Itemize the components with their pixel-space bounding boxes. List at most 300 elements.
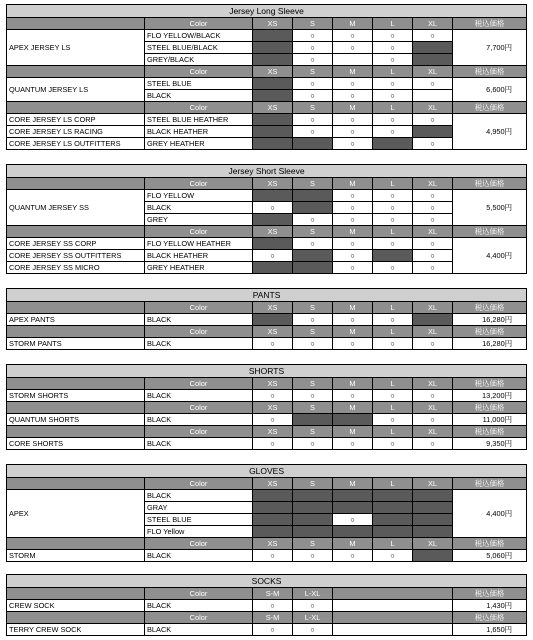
section-title-row — [7, 575, 527, 588]
header-size-sm: S-M — [253, 612, 293, 624]
header-size: XS — [253, 178, 293, 190]
header-blank — [7, 612, 145, 624]
header-size: M — [333, 326, 373, 338]
unavailable-cell — [293, 490, 333, 502]
header-size: L — [373, 66, 413, 78]
header-size: S — [293, 426, 333, 438]
header-blank — [7, 178, 145, 190]
color-cell: BLACK — [145, 550, 253, 562]
color-cell: GREY — [145, 214, 253, 226]
unavailable-cell — [373, 526, 413, 538]
product-name: CORE JERSEY SS MICRO — [7, 262, 145, 274]
header-size: XL — [413, 102, 453, 114]
color-cell: GREY HEATHER — [145, 138, 253, 150]
product-row — [7, 126, 527, 138]
unavailable-cell — [253, 262, 293, 274]
column-header-row — [7, 538, 527, 550]
header-size: XS — [253, 302, 293, 314]
unavailable-cell — [253, 138, 293, 150]
color-cell: BLACK — [145, 390, 253, 402]
color-cell: BLACK — [145, 414, 253, 426]
available-cell: ○ — [373, 54, 413, 66]
available-cell: ○ — [413, 390, 453, 402]
header-size: M — [333, 18, 373, 30]
column-header-row — [7, 102, 527, 114]
unavailable-cell — [373, 514, 413, 526]
header-size: L — [373, 378, 413, 390]
color-cell: BLACK HEATHER — [145, 126, 253, 138]
header-size: XL — [413, 426, 453, 438]
product-row — [7, 390, 527, 402]
unavailable-cell — [293, 526, 333, 538]
header-blank — [7, 426, 145, 438]
available-cell: ○ — [293, 624, 333, 636]
available-cell: ○ — [413, 338, 453, 350]
header-price: 税込価格 — [453, 226, 527, 238]
column-header-row — [7, 426, 527, 438]
available-cell: ○ — [413, 138, 453, 150]
header-color: Color — [145, 426, 253, 438]
available-cell: ○ — [333, 438, 373, 450]
header-size: L — [373, 18, 413, 30]
product-name: QUANTUM JERSEY SS — [7, 190, 145, 226]
header-color: Color — [145, 478, 253, 490]
available-cell: ○ — [373, 190, 413, 202]
available-cell: ○ — [333, 390, 373, 402]
product-row — [7, 78, 527, 90]
color-cell: STEEL BLUE/BLACK — [145, 42, 253, 54]
available-cell: ○ — [333, 190, 373, 202]
section-title-row — [7, 289, 527, 302]
price-cell: 16,280円 — [453, 314, 527, 326]
product-row — [7, 414, 527, 426]
jersey-long-sleeve-section — [6, 4, 526, 150]
available-cell: ○ — [253, 600, 293, 612]
header-color: Color — [145, 326, 253, 338]
unavailable-cell — [413, 502, 453, 514]
header-size: M — [333, 66, 373, 78]
available-cell: ○ — [333, 30, 373, 42]
header-size: XL — [413, 478, 453, 490]
color-cell: FLO YELLOW/BLACK — [145, 30, 253, 42]
price-cell: 7,700円 — [453, 30, 527, 66]
color-cell: BLACK — [145, 90, 253, 102]
color-cell: STEEL BLUE — [145, 514, 253, 526]
unavailable-cell — [293, 502, 333, 514]
header-price: 税込価格 — [453, 478, 527, 490]
unavailable-cell — [253, 526, 293, 538]
available-cell: ○ — [373, 90, 413, 102]
available-cell: ○ — [373, 438, 413, 450]
available-cell: ○ — [293, 390, 333, 402]
available-cell: ○ — [413, 238, 453, 250]
header-size: M — [333, 302, 373, 314]
header-color: Color — [145, 302, 253, 314]
header-blank — [333, 612, 453, 624]
available-cell: ○ — [293, 126, 333, 138]
color-cell: FLO Yellow — [145, 526, 253, 538]
product-name: CORE JERSEY SS CORP — [7, 238, 145, 250]
header-size: XL — [413, 66, 453, 78]
unavailable-cell — [333, 502, 373, 514]
gloves-section — [6, 464, 526, 562]
product-name: STORM PANTS — [7, 338, 145, 350]
product-row — [7, 438, 527, 450]
available-cell: ○ — [253, 390, 293, 402]
color-cell: STEEL BLUE HEATHER — [145, 114, 253, 126]
header-blank — [7, 302, 145, 314]
shorts-section — [6, 364, 526, 450]
header-size: XL — [413, 326, 453, 338]
available-cell: ○ — [333, 214, 373, 226]
available-cell: ○ — [253, 250, 293, 262]
unavailable-cell — [253, 502, 293, 514]
header-price: 税込価格 — [453, 612, 527, 624]
header-size: S — [293, 402, 333, 414]
column-header-row — [7, 402, 527, 414]
available-cell: ○ — [333, 338, 373, 350]
color-cell: GRAY — [145, 502, 253, 514]
header-blank — [7, 326, 145, 338]
column-header-row — [7, 66, 527, 78]
available-cell: ○ — [413, 114, 453, 126]
product-name: APEX PANTS — [7, 314, 145, 326]
available-cell: ○ — [373, 314, 413, 326]
header-size: XL — [413, 178, 453, 190]
header-price: 税込価格 — [453, 178, 527, 190]
header-size: M — [333, 538, 373, 550]
product-name: APEX — [7, 490, 145, 538]
available-cell: ○ — [333, 126, 373, 138]
color-cell: BLACK — [145, 600, 253, 612]
column-header-row — [7, 302, 527, 314]
header-size: XS — [253, 18, 293, 30]
available-cell: ○ — [253, 438, 293, 450]
header-size: S — [293, 18, 333, 30]
available-cell: ○ — [333, 202, 373, 214]
header-color: Color — [145, 102, 253, 114]
product-row — [7, 600, 527, 612]
header-color: Color — [145, 378, 253, 390]
blank-cell — [333, 600, 453, 612]
unavailable-cell — [253, 90, 293, 102]
product-row — [7, 114, 527, 126]
available-cell: ○ — [293, 338, 333, 350]
header-color: Color — [145, 588, 253, 600]
section-title-row — [7, 465, 527, 478]
product-row — [7, 338, 527, 350]
unavailable-cell — [413, 54, 453, 66]
header-size: L — [373, 178, 413, 190]
unavailable-cell — [373, 138, 413, 150]
header-size: M — [333, 426, 373, 438]
column-header-row — [7, 588, 527, 600]
header-size: L — [373, 326, 413, 338]
available-cell: ○ — [253, 202, 293, 214]
available-cell: ○ — [373, 390, 413, 402]
section-title: Jersey Long Sleeve — [7, 5, 527, 18]
available-cell: ○ — [413, 438, 453, 450]
header-size: XL — [413, 538, 453, 550]
header-size: M — [333, 178, 373, 190]
unavailable-cell — [293, 202, 333, 214]
available-cell: ○ — [333, 314, 373, 326]
header-price: 税込価格 — [453, 426, 527, 438]
section-title: GLOVES — [7, 465, 527, 478]
header-color: Color — [145, 66, 253, 78]
available-cell: ○ — [333, 262, 373, 274]
section-title-row — [7, 365, 527, 378]
header-color: Color — [145, 178, 253, 190]
product-name: CORE JERSEY SS OUTFITTERS — [7, 250, 145, 262]
blank-cell — [333, 624, 453, 636]
product-name: CORE JERSEY LS OUTFITTERS — [7, 138, 145, 150]
color-cell: FLO YELLOW — [145, 190, 253, 202]
price-cell: 13,200円 — [453, 390, 527, 402]
product-row — [7, 190, 527, 202]
header-color: Color — [145, 402, 253, 414]
header-price: 税込価格 — [453, 66, 527, 78]
unavailable-cell — [293, 262, 333, 274]
product-name: CREW SOCK — [7, 600, 145, 612]
header-size: S — [293, 302, 333, 314]
product-name: STORM SHORTS — [7, 390, 145, 402]
available-cell: ○ — [293, 90, 333, 102]
unavailable-cell — [373, 502, 413, 514]
header-size: S — [293, 226, 333, 238]
section-title-row — [7, 5, 527, 18]
available-cell: ○ — [293, 550, 333, 562]
header-color: Color — [145, 18, 253, 30]
available-cell: ○ — [373, 262, 413, 274]
product-name: APEX JERSEY LS — [7, 30, 145, 66]
price-cell: 4,950円 — [453, 114, 527, 150]
available-cell: ○ — [373, 214, 413, 226]
header-blank — [7, 18, 145, 30]
available-cell: ○ — [293, 214, 333, 226]
color-cell: BLACK HEATHER — [145, 250, 253, 262]
color-cell: FLO YELLOW HEATHER — [145, 238, 253, 250]
available-cell: ○ — [413, 190, 453, 202]
header-size: M — [333, 226, 373, 238]
price-cell: 5,500円 — [453, 190, 527, 226]
product-row — [7, 314, 527, 326]
product-row — [7, 238, 527, 250]
header-size: XS — [253, 226, 293, 238]
available-cell: ○ — [333, 550, 373, 562]
header-size: L — [373, 226, 413, 238]
available-cell: ○ — [413, 214, 453, 226]
product-name: QUANTUM JERSEY LS — [7, 78, 145, 102]
header-price: 税込価格 — [453, 538, 527, 550]
available-cell: ○ — [293, 42, 333, 54]
header-size: S — [293, 66, 333, 78]
unavailable-cell — [413, 314, 453, 326]
column-header-row — [7, 18, 527, 30]
header-size: XL — [413, 378, 453, 390]
header-size: M — [333, 402, 373, 414]
header-size: M — [333, 378, 373, 390]
header-size: M — [333, 102, 373, 114]
product-row — [7, 138, 527, 150]
header-blank — [7, 102, 145, 114]
available-cell: ○ — [373, 126, 413, 138]
available-cell: ○ — [373, 42, 413, 54]
product-row — [7, 250, 527, 262]
available-cell: ○ — [333, 90, 373, 102]
header-blank — [7, 478, 145, 490]
available-cell: ○ — [293, 438, 333, 450]
header-price: 税込価格 — [453, 18, 527, 30]
available-cell: ○ — [373, 550, 413, 562]
available-cell: ○ — [293, 78, 333, 90]
header-blank — [7, 66, 145, 78]
header-size: XL — [413, 226, 453, 238]
section-title: PANTS — [7, 289, 527, 302]
color-cell: GREY/BLACK — [145, 54, 253, 66]
available-cell: ○ — [293, 600, 333, 612]
product-row — [7, 490, 527, 502]
column-header-row — [7, 326, 527, 338]
product-name: CORE JERSEY LS CORP — [7, 114, 145, 126]
header-color: Color — [145, 226, 253, 238]
header-size: S — [293, 538, 333, 550]
section-title-row — [7, 165, 527, 178]
price-cell: 1,430円 — [453, 600, 527, 612]
header-size: L — [373, 402, 413, 414]
header-price: 税込価格 — [453, 302, 527, 314]
header-size: XS — [253, 426, 293, 438]
available-cell: ○ — [373, 30, 413, 42]
header-price: 税込価格 — [453, 102, 527, 114]
unavailable-cell — [293, 514, 333, 526]
available-cell: ○ — [333, 78, 373, 90]
available-cell: ○ — [253, 550, 293, 562]
price-cell: 4,400円 — [453, 490, 527, 538]
column-header-row — [7, 612, 527, 624]
available-cell: ○ — [333, 42, 373, 54]
header-price: 税込価格 — [453, 402, 527, 414]
unavailable-cell — [253, 42, 293, 54]
header-size: XS — [253, 478, 293, 490]
pants-section — [6, 288, 526, 350]
header-size: S — [293, 178, 333, 190]
color-cell: GREY HEATHER — [145, 262, 253, 274]
header-color: Color — [145, 538, 253, 550]
product-name: TERRY CREW SOCK — [7, 624, 145, 636]
unavailable-cell — [413, 126, 453, 138]
header-blank — [7, 402, 145, 414]
product-name: CORE JERSEY LS RACING — [7, 126, 145, 138]
available-cell: ○ — [253, 338, 293, 350]
color-cell: BLACK — [145, 624, 253, 636]
available-cell: ○ — [373, 202, 413, 214]
available-cell: ○ — [413, 78, 453, 90]
header-size: L — [373, 426, 413, 438]
price-cell: 6,600円 — [453, 78, 527, 102]
available-cell: ○ — [373, 78, 413, 90]
unavailable-cell — [253, 490, 293, 502]
available-cell: ○ — [293, 314, 333, 326]
header-size: XS — [253, 326, 293, 338]
header-size-sm: S-M — [253, 588, 293, 600]
header-size-lxl: L-XL — [293, 612, 333, 624]
header-color: Color — [145, 612, 253, 624]
unavailable-cell — [373, 250, 413, 262]
header-price: 税込価格 — [453, 326, 527, 338]
unavailable-cell — [413, 514, 453, 526]
header-size: S — [293, 478, 333, 490]
available-cell: ○ — [413, 414, 453, 426]
available-cell: ○ — [293, 238, 333, 250]
header-price: 税込価格 — [453, 378, 527, 390]
header-size: S — [293, 102, 333, 114]
unavailable-cell — [333, 414, 373, 426]
jersey-short-sleeve-section — [6, 164, 526, 274]
unavailable-cell — [253, 126, 293, 138]
header-size: XS — [253, 402, 293, 414]
header-size: XS — [253, 538, 293, 550]
color-cell: STEEL BLUE — [145, 78, 253, 90]
color-cell: BLACK — [145, 202, 253, 214]
header-size-lxl: L-XL — [293, 588, 333, 600]
price-cell: 9,350円 — [453, 438, 527, 450]
header-size: L — [373, 102, 413, 114]
socks-section — [6, 574, 526, 636]
product-row — [7, 262, 527, 274]
header-size: S — [293, 326, 333, 338]
header-size: S — [293, 378, 333, 390]
available-cell: ○ — [293, 54, 333, 66]
available-cell: ○ — [373, 114, 413, 126]
price-cell: 1,650円 — [453, 624, 527, 636]
header-size: XS — [253, 66, 293, 78]
product-name: STORM — [7, 550, 145, 562]
header-size: L — [373, 302, 413, 314]
unavailable-cell — [253, 114, 293, 126]
available-cell: ○ — [333, 514, 373, 526]
header-blank — [333, 588, 453, 600]
header-size: L — [373, 478, 413, 490]
product-row — [7, 550, 527, 562]
unavailable-cell — [333, 526, 373, 538]
header-blank — [7, 226, 145, 238]
product-row — [7, 30, 527, 42]
price-cell: 5,060円 — [453, 550, 527, 562]
product-name: CORE SHORTS — [7, 438, 145, 450]
section-title: SOCKS — [7, 575, 527, 588]
unavailable-cell — [413, 490, 453, 502]
available-cell: ○ — [413, 30, 453, 42]
color-cell: BLACK — [145, 338, 253, 350]
unavailable-cell — [293, 414, 333, 426]
section-title: Jersey Short Sleeve — [7, 165, 527, 178]
header-size: M — [333, 478, 373, 490]
product-row — [7, 624, 527, 636]
column-header-row — [7, 226, 527, 238]
available-cell: ○ — [293, 114, 333, 126]
header-size: XL — [413, 402, 453, 414]
available-cell: ○ — [373, 338, 413, 350]
header-blank — [7, 538, 145, 550]
available-cell: ○ — [333, 138, 373, 150]
available-cell: ○ — [413, 262, 453, 274]
available-cell: ○ — [413, 250, 453, 262]
unavailable-cell — [253, 214, 293, 226]
available-cell: ○ — [333, 238, 373, 250]
unavailable-cell — [413, 42, 453, 54]
column-header-row — [7, 378, 527, 390]
